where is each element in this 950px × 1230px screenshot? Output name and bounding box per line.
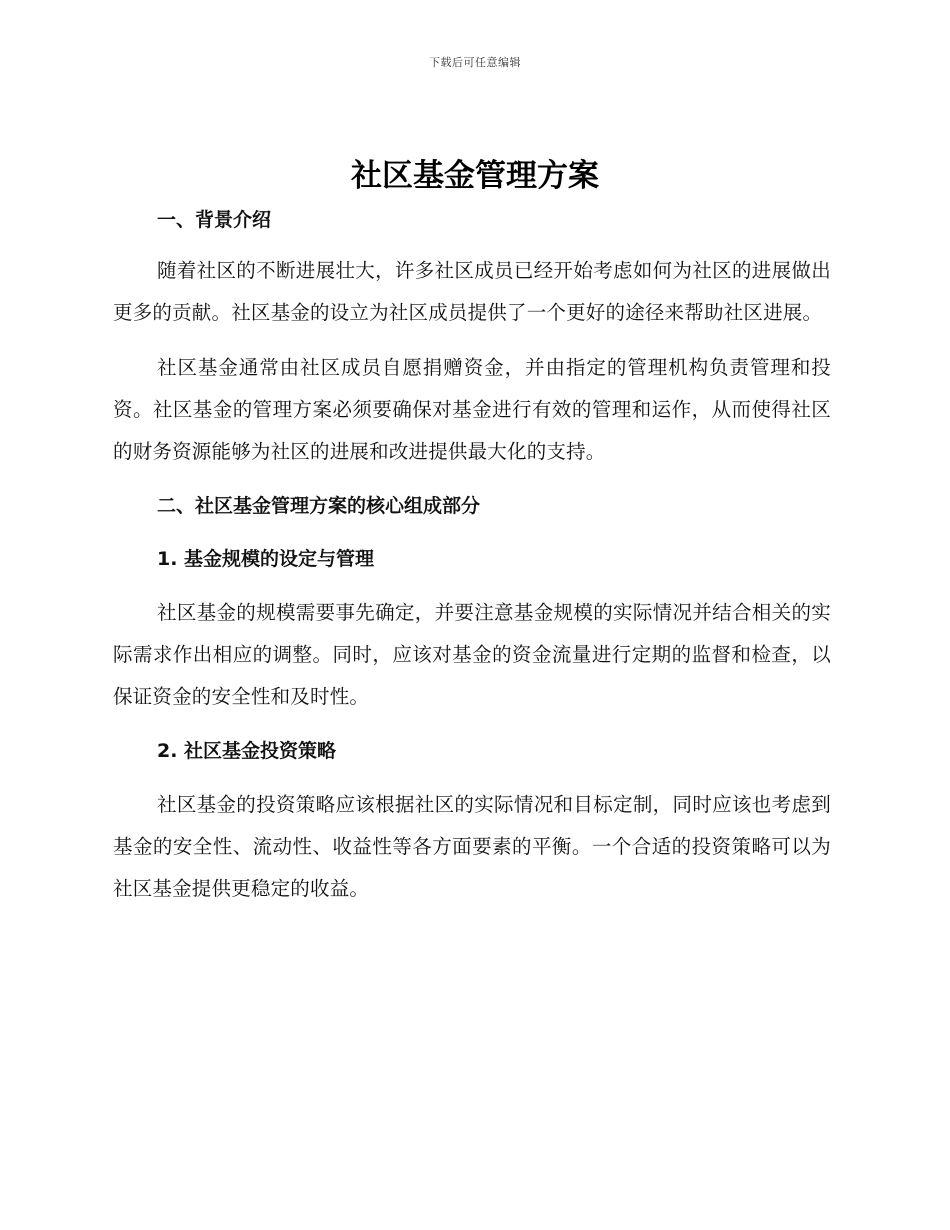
subsection-heading-fund-size: 1. 基金规模的设定与管理 <box>157 548 375 570</box>
document-body <box>113 200 831 910</box>
paragraph-investment-strategy: 社区基金的投资策略应该根据社区的实际情况和目标定制，同时应该也考虑到基金的安全性、流动性、收益性等各方面要素的平衡。一个合适的投资策略可以为社区基金提供更稳定的收益。 <box>113 793 831 900</box>
paragraph-background-2: 社区基金通常由社区成员自愿捐赠资金，并由指定的管理机构负责管理和投资。社区基金的管理方案必须要确保对基金进行有效的管理和运作，从而使得社区的财务资源能够为社区的进展和改进提供最大化的支持。 <box>113 356 831 463</box>
document-title: 社区基金管理方案 <box>351 158 599 194</box>
paragraph-background-1: 随着社区的不断进展壮大，许多社区成员已经开始考虑如何为社区的进展做出更多的贡献。社区基金的设立为社区成员提供了一个更好的途径来帮助社区进展。 <box>113 259 831 324</box>
paragraph-fund-size: 社区基金的规模需要事先确定，并要注意基金规模的实际情况并结合相关的实际需求作出相应的调整。同时，应该对基金的资金流量进行定期的监督和检查，以保证资金的安全性和及时性。 <box>113 601 831 708</box>
subsection-heading-investment-strategy: 2. 社区基金投资策略 <box>157 740 337 762</box>
section-heading-core-components: 二、社区基金管理方案的核心组成部分 <box>157 495 481 517</box>
page-header-note: 下载后可任意编辑 <box>429 56 521 69</box>
section-heading-background: 一、背景介绍 <box>157 209 272 231</box>
